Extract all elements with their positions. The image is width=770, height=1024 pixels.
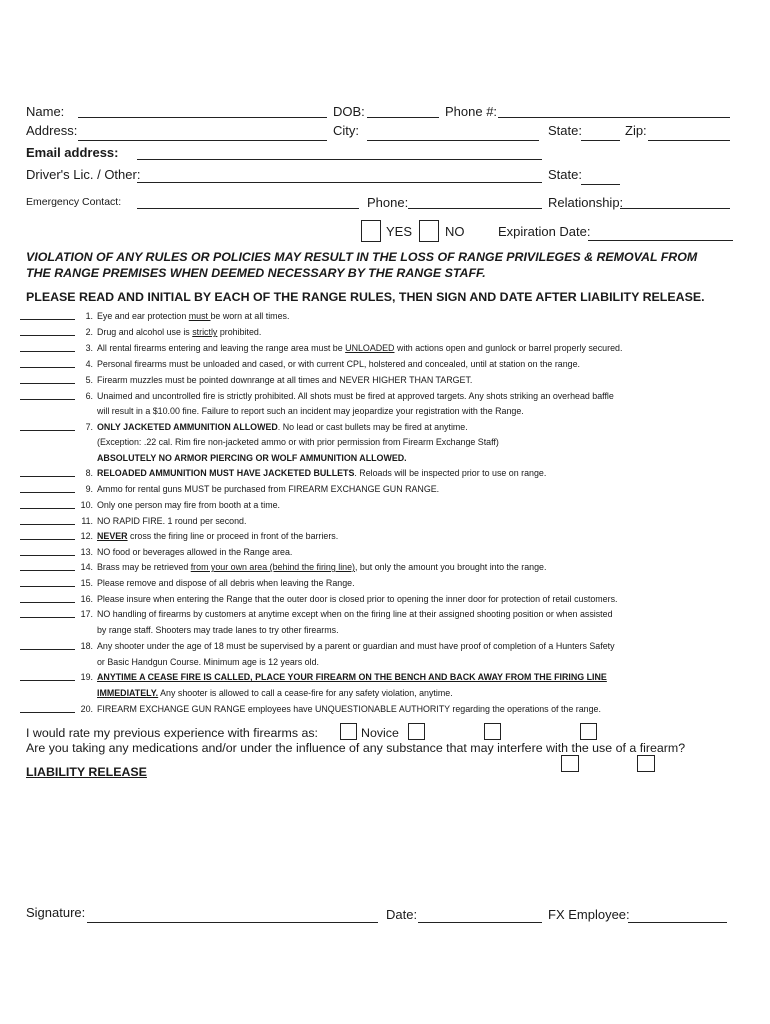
state2-field[interactable] <box>581 184 620 185</box>
rule-text: or Basic Handgun Course. Minimum age is 12 years old. <box>97 657 319 667</box>
dob-field[interactable] <box>367 117 439 118</box>
rule-number: 16. <box>80 594 93 604</box>
rule-text: be worn at all times. <box>210 311 290 321</box>
expiration-date-field[interactable] <box>588 240 733 241</box>
rule-text: All rental firearms entering and leaving the range area must be <box>97 343 346 353</box>
rule-14 <box>0 561 770 573</box>
initial-field[interactable] <box>20 555 75 556</box>
email-field[interactable] <box>137 159 542 160</box>
rule-text: . Reloads will be inspected prior to use on range. <box>354 468 547 478</box>
address-label: Address: <box>26 123 78 138</box>
warning-line-2: THE RANGE PREMISES WHEN DEEMED NECESSARY BY THE RANGE STAFF. <box>26 266 486 280</box>
initial-field[interactable] <box>20 680 75 681</box>
emergency-phone-field[interactable] <box>408 208 542 209</box>
rule-number: 15. <box>80 578 93 588</box>
rule-number: 3. <box>85 343 93 353</box>
rule-text-underlined: must <box>188 311 211 321</box>
rule-19-continued <box>0 687 770 699</box>
medication-no-checkbox[interactable] <box>637 755 655 772</box>
rule-text-underlined: strictly <box>192 327 218 337</box>
emergency-phone-label: Phone: <box>367 195 409 210</box>
rule-text: Drug and alcohol use is <box>97 327 193 337</box>
initial-field[interactable] <box>20 649 75 650</box>
rule-number: 11. <box>81 516 93 526</box>
initial-field[interactable] <box>20 524 75 525</box>
rule-number: 2. <box>85 327 93 337</box>
emergency-contact-field[interactable] <box>137 208 359 209</box>
rule-text: NO RAPID FIRE. 1 round per second. <box>97 516 247 526</box>
rule-text: Please remove and dispose of all debris when leaving the Range. <box>97 578 355 588</box>
initial-field[interactable] <box>20 399 75 400</box>
name-label: Name: <box>26 104 65 119</box>
rule-text: cross the firing line or proceed in front of the barriers. <box>127 531 339 541</box>
rule-6-continued <box>0 405 770 417</box>
email-label: Email address: <box>26 145 119 160</box>
rule-9 <box>0 483 770 495</box>
initial-field[interactable] <box>20 508 75 509</box>
intermediate-checkbox[interactable] <box>408 723 425 740</box>
rule-text: will result in a $10.00 fine. Failure to report such an incident may jeopardize your registration with the Range. <box>97 406 524 416</box>
rule-20 <box>0 703 770 715</box>
rule-text-underlined: NEVER <box>97 531 128 541</box>
fx-employee-field[interactable] <box>628 922 727 923</box>
phone-label: Phone #: <box>445 104 498 119</box>
rule-number: 10. <box>80 500 93 510</box>
medication-yes-checkbox[interactable] <box>561 755 579 772</box>
rule-text: . No lead or cast bullets may be fired at anytime. <box>277 422 468 432</box>
rule-number: 5. <box>85 375 93 385</box>
rule-text: , but only the amount you brought into the range. <box>355 562 547 572</box>
medication-question: Are you taking any medications and/or under the influence of any substance that may interfere with the use of a firearm? <box>26 741 686 755</box>
signature-field[interactable] <box>87 922 378 923</box>
rule-number: 7. <box>85 422 93 432</box>
rule-4 <box>0 358 770 370</box>
rule-text: NO handling of firearms by customers at anytime except when on the firing line at their assigned shooting position or when assisted <box>97 609 613 619</box>
rule-text-bold-underlined: ANYTIME A CEASE FIRE IS CALLED, PLACE YOUR FIREARM ON THE BENCH AND BACK AWAY FROM THE FIRING LINE <box>97 672 607 682</box>
rule-text: with actions open and gunlock or barrel properly secured. <box>394 343 623 353</box>
rule-text: Personal firearms must be unloaded and cased, or with current CPL, holstered and concealed, until at station on the range. <box>97 359 580 369</box>
rule-text: NO food or beverages allowed in the Range area. <box>97 547 293 557</box>
rule-text: Only one person may fire from booth at a time. <box>97 500 281 510</box>
rule-11 <box>0 515 770 527</box>
rule-number: 17. <box>80 609 93 619</box>
yes-checkbox[interactable] <box>361 220 381 242</box>
initial-field[interactable] <box>20 319 75 320</box>
rule-number: 12. <box>80 531 93 541</box>
phone-field[interactable] <box>498 117 730 118</box>
rule-text: prohibited. <box>217 327 262 337</box>
instruction-heading: PLEASE READ AND INITIAL BY EACH OF THE RANGE RULES, THEN SIGN AND DATE AFTER LIABILITY RELEASE. <box>26 290 705 304</box>
initial-field[interactable] <box>20 383 75 384</box>
name-field[interactable] <box>78 117 327 118</box>
date-field[interactable] <box>418 922 542 923</box>
rule-5 <box>0 374 770 386</box>
rule-number: 20. <box>80 704 93 714</box>
rule-8 <box>0 467 770 479</box>
initial-field[interactable] <box>20 367 75 368</box>
expert-checkbox[interactable] <box>580 723 597 740</box>
state2-label: State: <box>548 167 582 182</box>
rule-1 <box>0 310 770 322</box>
zip-field[interactable] <box>648 140 730 141</box>
rule-text-underlined: from your own area (behind the firing line) <box>190 562 355 572</box>
rule-text-bold: ONLY JACKETED AMMUNITION ALLOWED <box>97 422 278 432</box>
fx-employee-label: FX Employee: <box>548 907 630 922</box>
drivers-lic-label: Driver's Lic. / Other: <box>26 167 141 182</box>
rule-text: Firearm muzzles must be pointed downrange at all times and NEVER HIGHER THAN TARGET. <box>97 375 473 385</box>
rule-2 <box>0 326 770 338</box>
rule-number: 14. <box>80 562 93 572</box>
drivers-lic-field[interactable] <box>137 182 542 183</box>
rule-text-underlined: UNLOADED <box>345 343 395 353</box>
rule-19 <box>0 671 770 683</box>
rule-number: 9. <box>85 484 93 494</box>
initial-field[interactable] <box>20 351 75 352</box>
dob-label: DOB: <box>333 104 365 119</box>
rule-text: Eye and ear protection <box>97 311 189 321</box>
emergency-contact-label: Emergency Contact: <box>26 196 122 208</box>
initial-field[interactable] <box>20 586 75 587</box>
initial-field[interactable] <box>20 492 75 493</box>
expiration-date-label: Expiration Date: <box>498 224 591 239</box>
initial-field[interactable] <box>20 712 75 713</box>
rule-number: 18. <box>80 641 93 651</box>
yes-label: YES <box>386 224 413 239</box>
rule-number: 19. <box>80 672 93 682</box>
rule-number: 1. <box>85 311 93 321</box>
experienced-checkbox[interactable] <box>484 723 501 740</box>
rule-17 <box>0 608 770 620</box>
initial-field[interactable] <box>20 476 75 477</box>
initial-field[interactable] <box>20 602 75 603</box>
city-label: City: <box>333 123 359 138</box>
rule-number: 6. <box>85 391 93 401</box>
rule-13 <box>0 546 770 558</box>
rule-text: by range staff. Shooters may trade lanes to try other firearms. <box>97 625 339 635</box>
rule-text-bold: RELOADED AMMUNITION MUST HAVE JACKETED BULLETS <box>97 468 355 478</box>
no-label: NO <box>445 224 465 239</box>
rule-number: 13. <box>80 547 93 557</box>
city-field[interactable] <box>367 140 539 141</box>
rule-text: Brass may be retrieved <box>97 562 191 572</box>
rule-text-bold-underlined: IMMEDIATELY. <box>97 688 159 698</box>
rule-15 <box>0 577 770 589</box>
rule-number: 4. <box>85 359 93 369</box>
rule-16 <box>0 593 770 605</box>
rule-7-continued <box>0 436 770 448</box>
rule-17-continued <box>0 624 770 636</box>
rule-7 <box>0 421 770 433</box>
relationship-label: Relationship: <box>548 195 624 210</box>
liability-release-heading: LIABILITY RELEASE <box>26 765 147 779</box>
address-field[interactable] <box>78 140 327 141</box>
state-label: State: <box>548 123 582 138</box>
initial-field[interactable] <box>20 430 75 431</box>
rule-number: 8. <box>85 468 93 478</box>
rule-text-bold: ABSOLUTELY NO ARMOR PIERCING OR WOLF AMMUNITION ALLOWED. <box>97 453 407 463</box>
date-label: Date: <box>386 907 418 922</box>
rule-text: Any shooter under the age of 18 must be supervised by a parent or guardian and must have proof of completion of a Hunters Safety <box>97 641 615 651</box>
no-checkbox[interactable] <box>419 220 439 242</box>
novice-label: Novice <box>361 726 399 740</box>
novice-checkbox[interactable] <box>340 723 357 740</box>
rule-text: Unaimed and uncontrolled fire is strictly prohibited. All shots must be fired at approved targets. Any shots striking an overhead baffle <box>97 391 614 401</box>
rule-12 <box>0 530 770 542</box>
rule-7-continued-2 <box>0 452 770 464</box>
rule-18 <box>0 640 770 652</box>
warning-line-1: VIOLATION OF ANY RULES OR POLICIES MAY RESULT IN THE LOSS OF RANGE PRIVILEGES & REMOVAL FROM <box>26 250 698 264</box>
rule-text: (Exception: .22 cal. Rim fire non-jacketed ammo or with prior permission from Firearm Exchange Staff) <box>97 437 499 447</box>
rule-18-continued <box>0 656 770 668</box>
rule-text: Please insure when entering the Range that the outer door is closed prior to opening the inner door for protection of retail customers. <box>97 594 618 604</box>
initial-field[interactable] <box>20 617 75 618</box>
state-field[interactable] <box>581 140 620 141</box>
relationship-field[interactable] <box>620 208 730 209</box>
rule-3 <box>0 342 770 354</box>
zip-label: Zip: <box>625 123 647 138</box>
rule-text: Any shooter is allowed to call a cease-fire for any safety violation, anytime. <box>158 688 453 698</box>
rule-text: Ammo for rental guns MUST be purchased from FIREARM EXCHANGE GUN RANGE. <box>97 484 440 494</box>
experience-question: I would rate my previous experience with firearms as: <box>26 726 318 740</box>
initial-field[interactable] <box>20 335 75 336</box>
rule-6 <box>0 390 770 402</box>
rule-10 <box>0 499 770 511</box>
signature-label: Signature: <box>26 905 86 920</box>
initial-field[interactable] <box>20 539 75 540</box>
rule-text: FIREARM EXCHANGE GUN RANGE employees have UNQUESTIONABLE AUTHORITY regarding the operations of the range. <box>97 704 601 714</box>
initial-field[interactable] <box>20 570 75 571</box>
